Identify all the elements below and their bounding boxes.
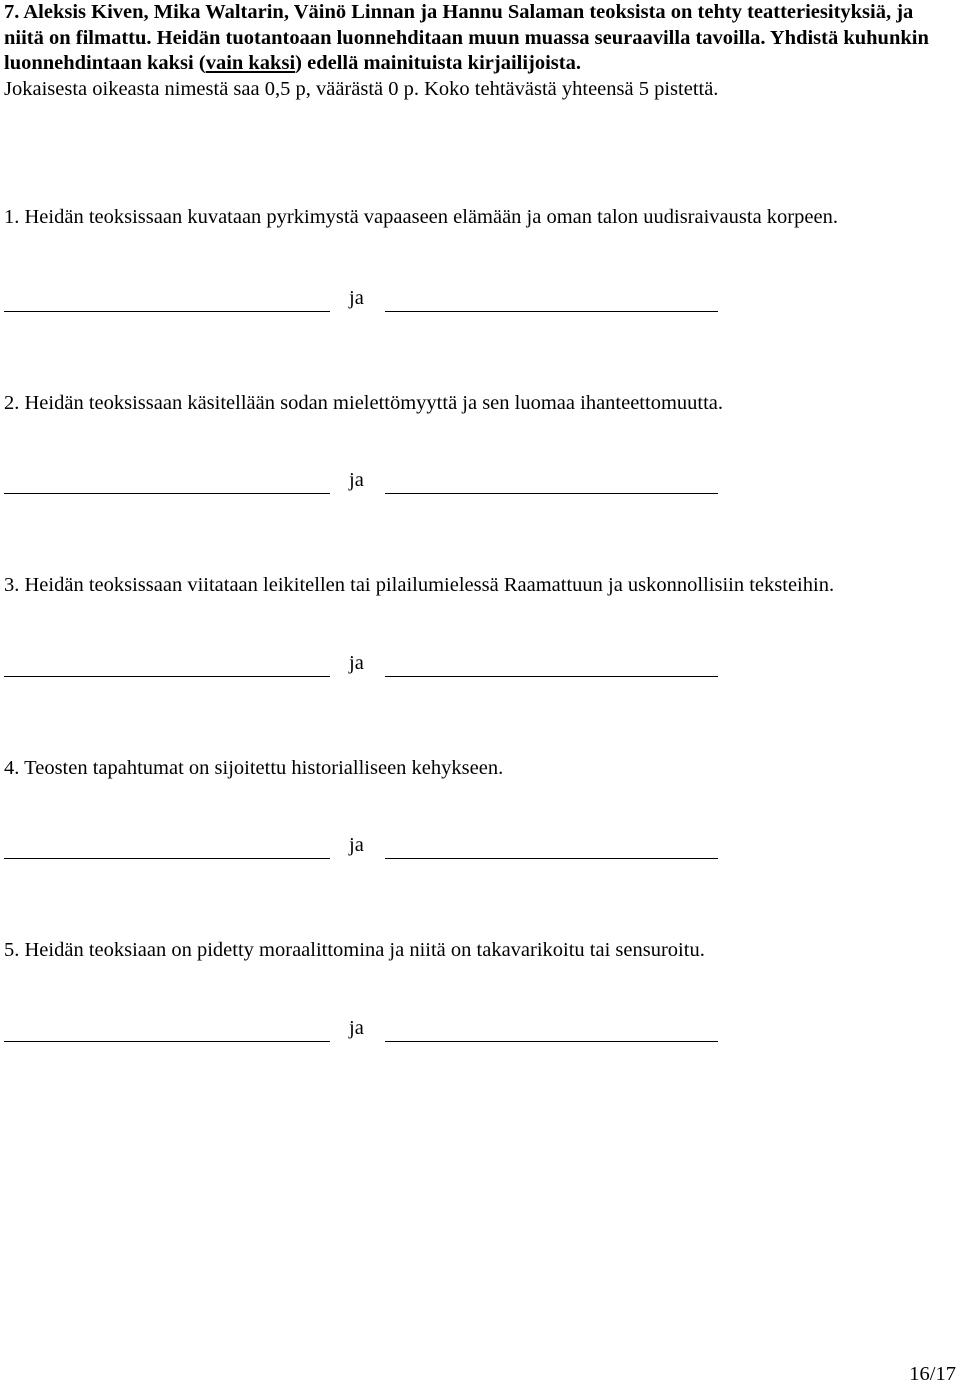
answer-row-5 [4,1015,724,1045]
page-number: 16/17 [909,1363,956,1385]
connector-5: ja [349,1017,364,1039]
answer-blank-2b[interactable] [385,493,718,494]
task-heading-text: 7. Aleksis Kiven, Mika Waltarin, Väinö Linnan ja Hannu Salaman teoksista on tehty teatteriesityksiä, ja niitä on filmattu. Heidän tuotantoaan luonnehditaan muun muassa seuraavilla tavoilla. [4,1,914,49]
answer-blank-5a[interactable] [4,1041,330,1042]
scoring-rules: Jokaisesta oikeasta nimestä saa 0,5 p, väärästä 0 p. Koko tehtävästä yhteensä 5 pistettä. [4,77,719,100]
answer-blank-5b[interactable] [385,1041,718,1042]
connector-4: ja [349,834,364,856]
answer-row-3 [4,650,724,680]
task-heading-combine: Yhdistä kuhunkin luonnehdintaan kaksi ( [4,26,929,74]
question-5: 5. Heidän teoksiaan on pidetty moraalittomina ja niitä on takavarikoitu tai sensuroitu. [4,939,705,961]
question-2: 2. Heidän teoksissaan käsitellään sodan mielettömyyttä ja sen luomaa ihanteettomuutta. [4,392,724,414]
question-3: 3. Heidän teoksissaan viitataan leikitellen tai pilailumielessä Raamattuun ja uskonnollisiin teksteihin. [4,574,835,596]
answer-blank-3b[interactable] [385,676,718,677]
answer-blank-4a[interactable] [4,858,330,859]
answer-blank-3a[interactable] [4,676,330,677]
answer-row-2 [4,467,724,497]
answer-blank-1b[interactable] [385,311,718,312]
answer-blank-1a[interactable] [4,311,330,312]
answer-blank-4b[interactable] [385,858,718,859]
answer-row-1 [4,285,724,315]
task-instructions [4,0,954,102]
answer-row-4 [4,832,724,862]
connector-2: ja [349,469,364,491]
answer-blank-2a[interactable] [4,493,330,494]
task-heading-emphasis: vain kaksi [205,52,296,74]
question-4: 4. Teosten tapahtumat on sijoitettu historialliseen kehykseen. [4,757,504,779]
connector-1: ja [349,287,364,309]
connector-3: ja [349,652,364,674]
task-heading [4,0,954,77]
task-heading-end: ) edellä mainituista kirjailijoista. [295,52,581,74]
question-1: 1. Heidän teoksissaan kuvataan pyrkimystä vapaaseen elämään ja oman talon uudisraivausta korpeen. [4,206,838,228]
